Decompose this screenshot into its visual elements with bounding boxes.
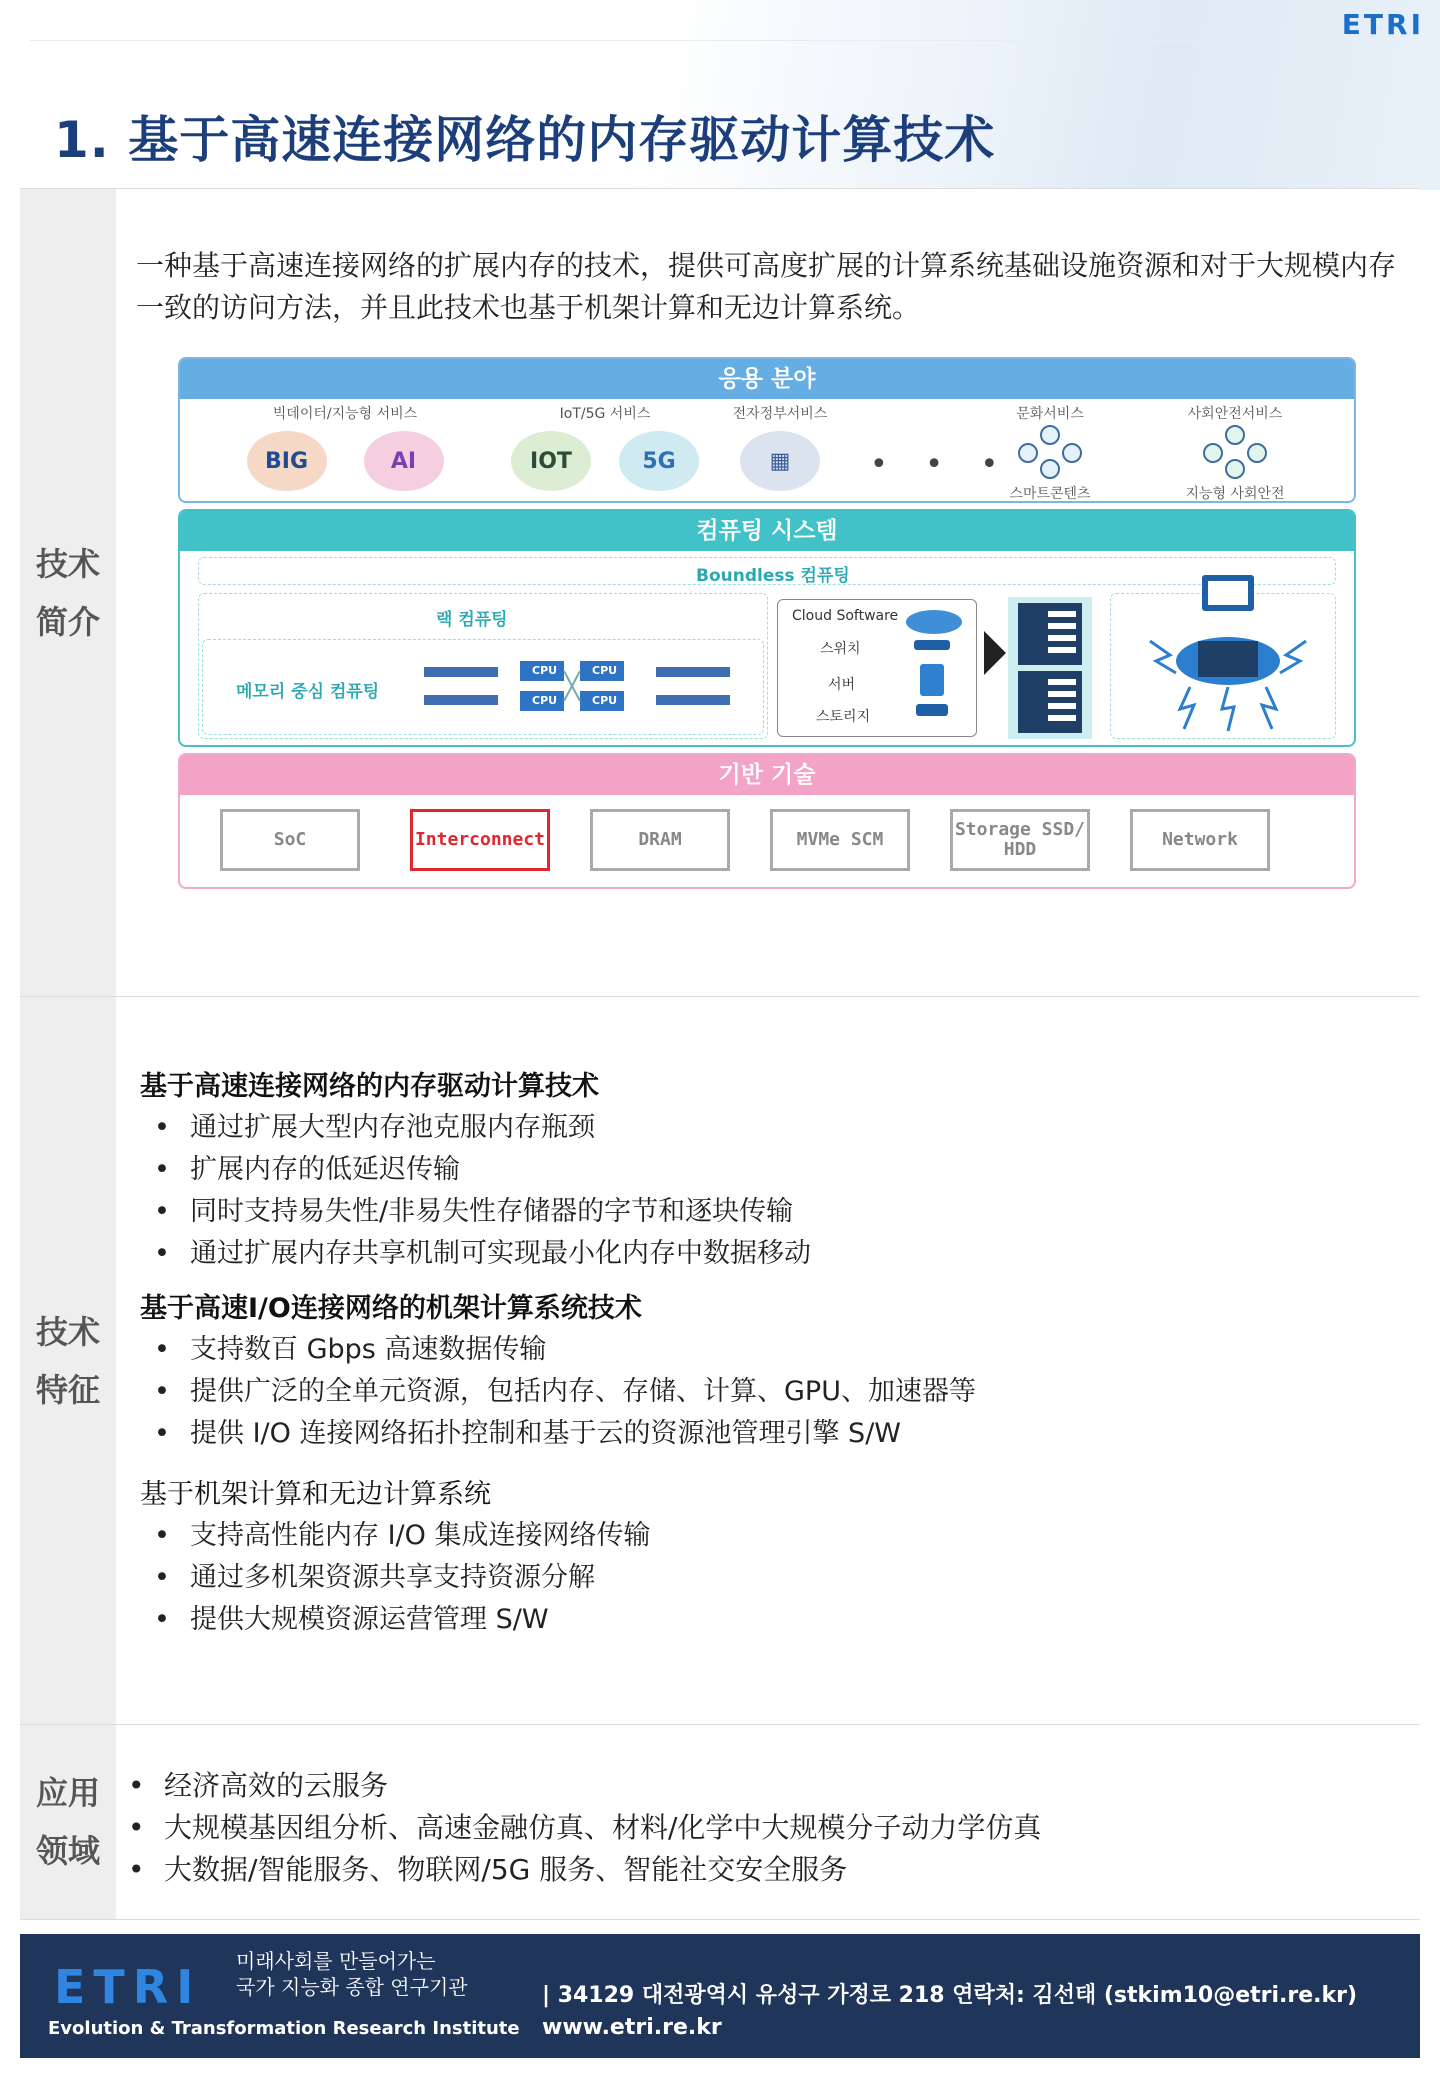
section-label-text: 技术 简介 bbox=[35, 544, 100, 641]
feature-items bbox=[154, 1515, 1400, 1641]
dram-chip: DRAM bbox=[590, 809, 730, 871]
safety-network-icon bbox=[1195, 423, 1275, 479]
list-item: • 通过扩展内存共享机制可实现最小化内存中数据移动 bbox=[154, 1233, 1400, 1275]
list-item: • 通过扩展大型内存池克服内存瓶颈 bbox=[154, 1107, 1400, 1149]
cloud-software-label: Cloud Software bbox=[792, 608, 899, 624]
footer-address: | 34129 대전광역시 유성구 가정로 218 연락처: 김선태 (stkim10@etri.re.kr) bbox=[542, 1983, 1358, 2008]
footer-etri-logo: ETRI bbox=[54, 1960, 202, 2014]
service-caption: 문화서비스 bbox=[1016, 406, 1084, 422]
service-caption: 지능형 사회안전 bbox=[1185, 486, 1285, 502]
list-item: • 提供 I/O 连接网络拓扑控制和基于云的资源池管理引擎 S/W bbox=[154, 1413, 1400, 1455]
service-egov bbox=[720, 403, 840, 491]
cpu-label: CPU bbox=[592, 694, 618, 707]
section-content bbox=[116, 997, 1420, 1724]
list-item: • 大数据/智能服务、物联网/5G 服务、智能社交安全服务 bbox=[128, 1849, 1388, 1891]
footer-website-link[interactable]: www.etri.re.kr bbox=[542, 2015, 722, 2040]
intro-text: 一种基于高速连接网络的扩展内存的技术，提供可高度扩展的计算系统基础设施资源和对于大规模内存一致的访问方法，并且此技术也基于机架计算和无边计算系统。 bbox=[136, 249, 1397, 324]
section-applications bbox=[20, 1724, 1420, 1920]
list-item: • 同时支持易失性/非易失性存储器的字节和逐块传输 bbox=[154, 1191, 1400, 1233]
network-chip: Network bbox=[1130, 809, 1270, 871]
section-content bbox=[116, 189, 1420, 996]
server-label: 서버 bbox=[828, 677, 856, 693]
service-caption: 빅데이터/지능형 서비스 bbox=[272, 406, 418, 422]
storage-label: 스토리지 bbox=[816, 709, 871, 725]
footer-contact bbox=[542, 1980, 1357, 2044]
service-safety bbox=[1160, 403, 1310, 503]
list-item: • 扩展内存的低延迟传输 bbox=[154, 1149, 1400, 1191]
boundless-label: Boundless 컴퓨팅 bbox=[696, 566, 850, 586]
interconnect-chip: Interconnect bbox=[410, 809, 550, 871]
service-caption: 스마트콘텐츠 bbox=[1009, 486, 1091, 502]
switch-label: 스위치 bbox=[820, 641, 861, 657]
section-features bbox=[20, 996, 1420, 1724]
service-caption: 전자정부서비스 bbox=[732, 406, 828, 422]
culture-network-icon bbox=[1010, 423, 1090, 479]
service-iot5g bbox=[510, 403, 700, 491]
feature-list bbox=[140, 1067, 1400, 1655]
list-item: • 支持高性能内存 I/O 集成连接网络传输 bbox=[154, 1515, 1400, 1557]
egov-chip-icon: ▦ bbox=[740, 431, 820, 491]
app-band bbox=[178, 357, 1356, 503]
section-label bbox=[20, 997, 116, 1724]
service-bigdata bbox=[240, 403, 450, 491]
ellipsis: • • • bbox=[870, 447, 1013, 482]
list-item: • 大规模基因组分析、高速金融仿真、材料/化学中大规模分子动力学仿真 bbox=[128, 1807, 1388, 1849]
cloud-stack-icon bbox=[898, 604, 970, 732]
computing-band bbox=[178, 509, 1356, 747]
list-item: • 经济高效的云服务 bbox=[128, 1765, 1388, 1807]
computing-band-header: 컴퓨팅 시스템 bbox=[180, 511, 1354, 551]
application-list bbox=[128, 1765, 1388, 1891]
cpu-label: CPU bbox=[592, 664, 618, 677]
section-content bbox=[116, 1725, 1420, 1919]
cloud-datacenter-icon bbox=[1120, 569, 1320, 739]
architecture-diagram bbox=[178, 357, 1356, 891]
list-item: • 提供广泛的全单元资源，包括内存、存储、计算、GPU、加速器等 bbox=[154, 1371, 1400, 1413]
header-divider bbox=[30, 40, 1320, 41]
page-title: 1. 基于高速连接网络的内存驱动计算技术 bbox=[54, 111, 996, 169]
feature-items bbox=[154, 1107, 1400, 1275]
feature-heading: 基于机架计算和无边计算系统 bbox=[140, 1479, 491, 1510]
section-label-text: 应用 领域 bbox=[35, 1774, 100, 1870]
memory-label: 메모리 중심 컴퓨팅 bbox=[236, 682, 380, 702]
etri-logo: ETRI bbox=[1341, 8, 1424, 41]
section-label-text: 技术 特征 bbox=[35, 1312, 100, 1409]
footer-tagline: 미래사회를 만들어가는 국가 지능화 종합 연구기관 bbox=[236, 1949, 468, 1999]
service-caption: IoT/5G 서비스 bbox=[559, 406, 651, 422]
feature-heading: 基于高速连接网络的内存驱动计算技术 bbox=[140, 1071, 599, 1102]
storage-chip: Storage SSD/ HDD bbox=[950, 809, 1090, 871]
rack-label: 랙 컴퓨팅 bbox=[436, 610, 508, 630]
base-tech-header: 기반 기술 bbox=[180, 755, 1354, 795]
section-label bbox=[20, 1725, 116, 1919]
cpu-label: CPU bbox=[532, 694, 558, 707]
feature-heading: 基于高速I/O连接网络的机架计算系统技术 bbox=[140, 1293, 642, 1324]
soc-chip: SoC bbox=[220, 809, 360, 871]
feature-items bbox=[154, 1329, 1400, 1455]
list-item: • 提供大规模资源运营管理 S/W bbox=[154, 1599, 1400, 1641]
cpu-label: CPU bbox=[532, 664, 558, 677]
arrow-right-icon bbox=[984, 631, 1006, 675]
footer-institute-name: Evolution & Transformation Research Institute bbox=[48, 2018, 520, 2039]
service-caption: 사회안전서비스 bbox=[1187, 406, 1283, 422]
bigdata-icon: BIG bbox=[247, 431, 327, 491]
nvme-scm-chip: MVMe SCM bbox=[770, 809, 910, 871]
cloud-software-box bbox=[777, 599, 977, 737]
iot-icon: IOT bbox=[511, 431, 591, 491]
base-tech-band bbox=[178, 753, 1356, 889]
service-culture bbox=[990, 403, 1110, 503]
section-overview bbox=[20, 188, 1420, 996]
rack-server-icon bbox=[1008, 597, 1092, 739]
list-item: • 支持数百 Gbps 高速数据传输 bbox=[154, 1329, 1400, 1371]
app-band-header: 응용 분야 bbox=[180, 359, 1354, 399]
section-label bbox=[20, 189, 116, 996]
list-item: • 通过多机架资源共享支持资源分解 bbox=[154, 1557, 1400, 1599]
ai-brain-icon: AI bbox=[364, 431, 444, 491]
footer bbox=[20, 1934, 1420, 2058]
cpu-memory-icon bbox=[424, 649, 744, 725]
5g-icon: 5G bbox=[619, 431, 699, 491]
